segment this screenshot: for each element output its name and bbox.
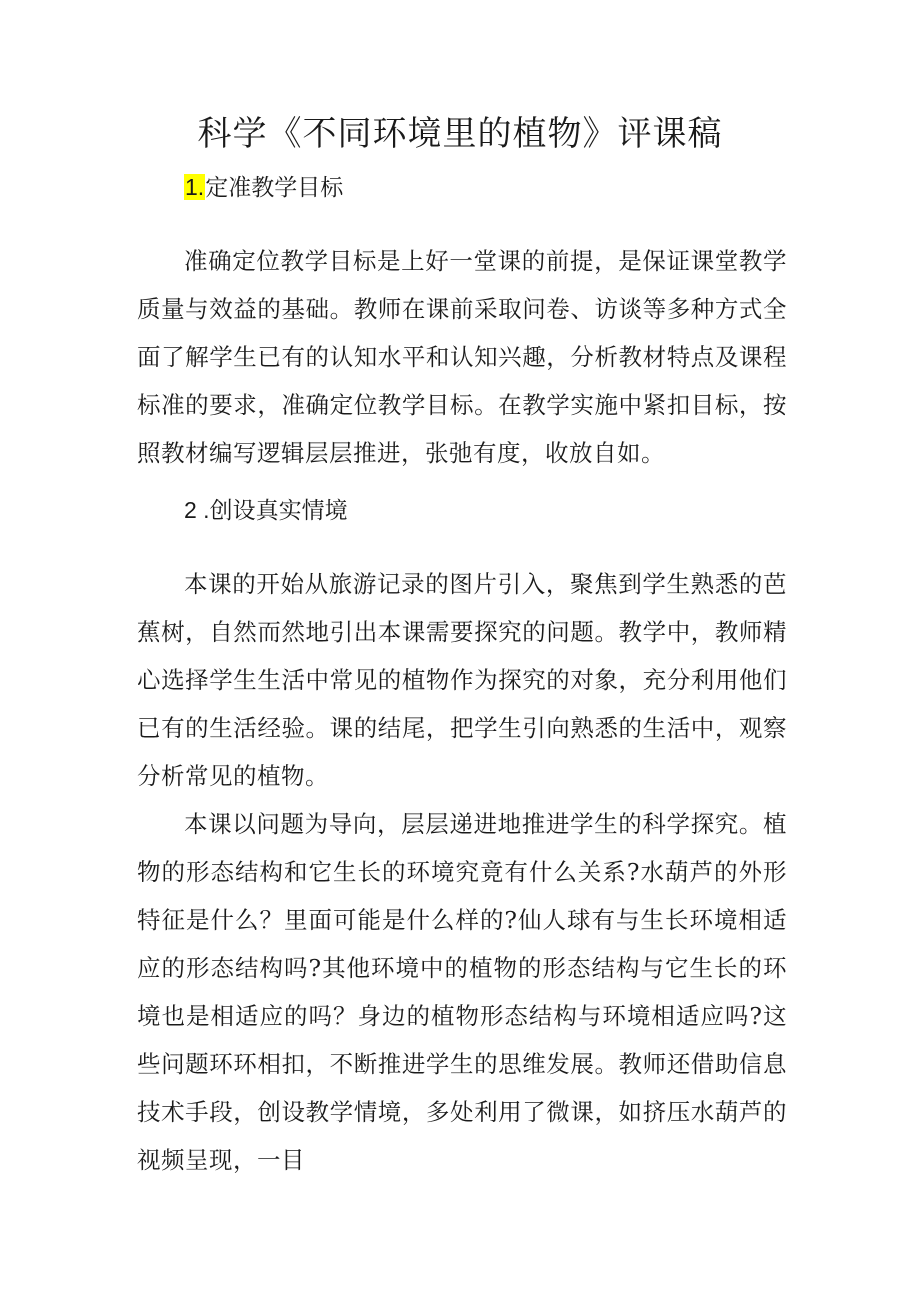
section-heading-2 — [184, 495, 348, 526]
paragraph-3: 本课以问题为导向，层层递进地推进学生的科学探究。植物的形态结构和它生长的环境究竟有什么关系?水葫芦的外形特征是什么？里面可能是什么样的?仙人球有与生长环境相适应的形态结构吗?其他环境中的植物的形态结构与它生长的环境也是相适应的吗？身边的植物形态结构与环境相适应吗?这些问题环环相扣，不断推进学生的思维发展。教师还借助信息技术手段，创设教学情境，多处利用了微课，如挤压水葫芦的视频呈现，一目 — [137, 810, 787, 1174]
section-heading-text-1: 定准教学目标 — [205, 175, 344, 201]
section-heading-text-2: 创设真实情境 — [209, 498, 348, 524]
paragraph-1: 准确定位教学目标是上好一堂课的前提，是保证课堂教学质量与效益的基础。教师在课前采取问卷、访谈等多种方式全面了解学生已有的认知水平和认知兴趣，分析教材特点及课程标准的要求，准确定位教学目标。在教学实施中紧扣目标，按照教材编写逻辑层层推进，张弛有度，收放自如。 — [137, 247, 787, 467]
document-title: 科学《不同环境里的植物》评课稿 — [197, 114, 723, 154]
section-number-1: 1. — [185, 174, 205, 200]
section-heading-1 — [184, 172, 343, 203]
section-number-2: 2 . — [184, 497, 210, 523]
paragraph-2: 本课的开始从旅游记录的图片引入，聚焦到学生熟悉的芭蕉树，自然而然地引出本课需要探究的问题。教学中，教师精心选择学生生活中常见的植物作为探究的对象，充分利用他们已有的生活经验。课的结尾，把学生引向熟悉的生活中，观察分析常见的植物。 — [137, 570, 787, 790]
